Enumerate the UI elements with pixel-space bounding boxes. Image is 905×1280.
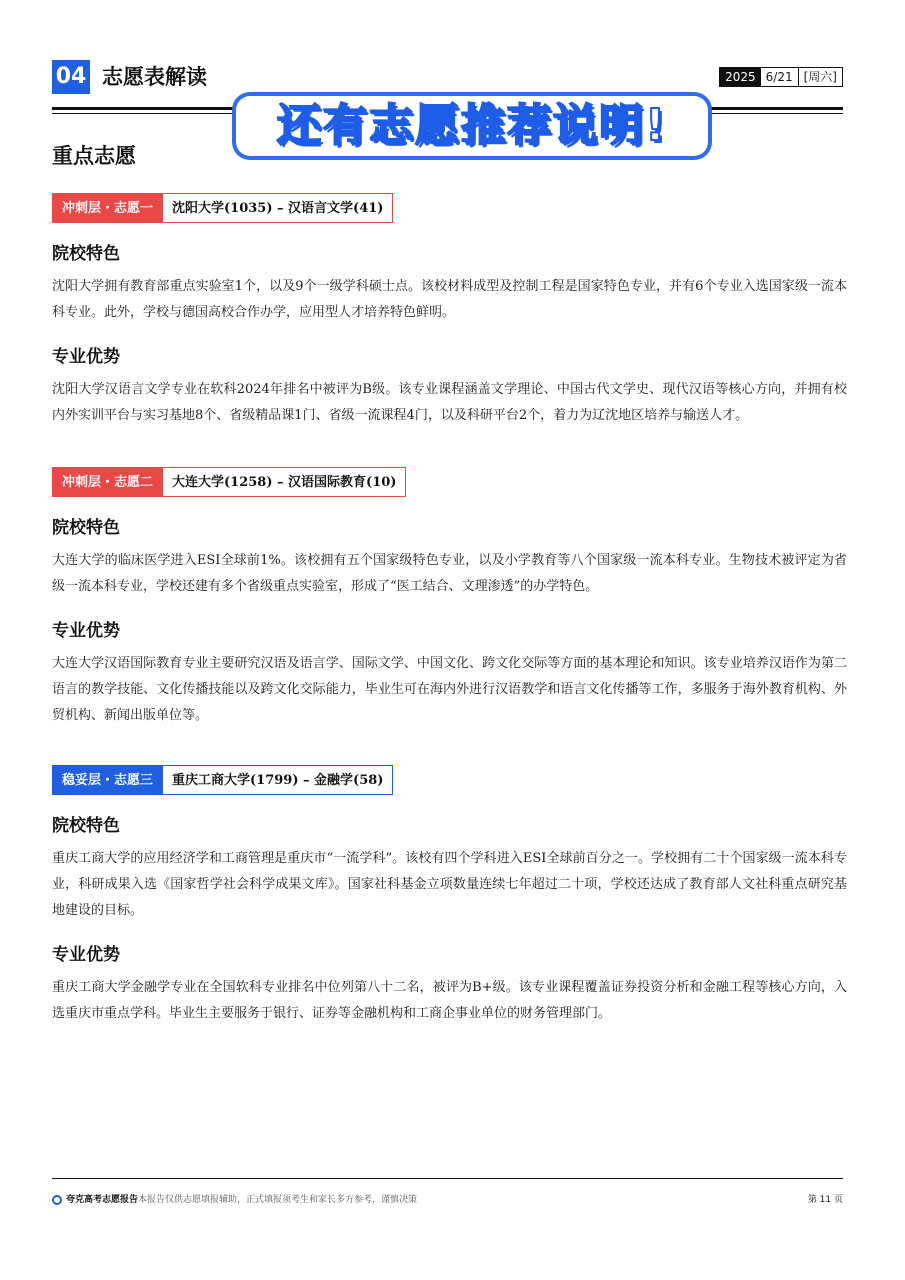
- choice-tag: [52, 193, 393, 223]
- date-weekday: [周六]: [803, 70, 837, 84]
- page-header: [52, 60, 843, 94]
- overlay-banner: [236, 96, 708, 156]
- major-heading: 专业优势: [52, 621, 120, 641]
- major-text: 重庆工商大学金融学专业在全国软科专业排名中位列第八十二名，被评为B+级。该专业课程覆盖证券投资分析和金融工程等核心方向，入选重庆市重点学科。毕业生主要服务于银行、证券等金融机构和工商企事业单位的财务管理部门。: [52, 980, 847, 1021]
- page-heading: 重点志愿: [52, 143, 136, 168]
- footer-rule: [52, 1178, 843, 1179]
- date-month-day: 6/21: [761, 68, 799, 86]
- footer-brand: [52, 1192, 138, 1208]
- section-title: 志愿表解读: [102, 64, 207, 89]
- school-heading: 院校特色: [52, 244, 120, 264]
- date-box: [719, 67, 843, 87]
- school-major-label: 沈阳大学(1035) – 汉语言文学(41): [163, 193, 393, 223]
- choice-tag: [52, 467, 406, 497]
- school-heading: 院校特色: [52, 816, 120, 836]
- major-heading: 专业优势: [52, 347, 120, 367]
- major-text: 沈阳大学汉语言文学专业在软科2024年排名中被评为B级。该专业课程涵盖文学理论、中国古代文学史、现代汉语等核心方向，并拥有校内外实训平台与实习基地8个、省级精品课1门、省级一流课程4门，以及科研平台2个，着力为辽沈地区培养与输送人才。: [52, 382, 847, 423]
- page-number: 第 11 页: [807, 1195, 843, 1205]
- logo-icon: [52, 1195, 62, 1205]
- page-footer: [52, 1192, 843, 1208]
- choice-block-1: [52, 193, 847, 429]
- choice-block-2: [52, 467, 847, 729]
- footer-disclaimer: 本报告仅供志愿填报辅助，正式填报须考生和家长多方参考，谨慎决策: [138, 1195, 418, 1205]
- tier-label: 冲刺层・志愿二: [52, 467, 163, 497]
- school-heading: 院校特色: [52, 518, 120, 538]
- tier-label: 冲刺层・志愿一: [52, 193, 163, 223]
- school-text: 大连大学的临床医学进入ESI全球前1%。该校拥有五个国家级特色专业，以及小学教育等八个国家级一流本科专业。生物技术被评定为省级一流本科专业，学校还建有多个省级重点实验室，形成了“医工结合、文理渗透”的办学特色。: [52, 553, 847, 594]
- school-major-label: 重庆工商大学(1799) – 金融学(58): [163, 765, 393, 795]
- school-text: 重庆工商大学的应用经济学和工商管理是重庆市“一流学科”。该校有四个学科进入ESI全球前百分之一。学校拥有二十个国家级一流本科专业，科研成果入选《国家哲学社会科学成果文库》。国家社科基金立项数量连续七年超过二十项，学校还达成了教育部人文社科重点研究基地建设的目标。: [52, 851, 847, 918]
- choice-block-3: [52, 765, 847, 1027]
- date-year: 2025: [720, 68, 761, 86]
- brand-name: 夸克高考志愿报告: [66, 1195, 139, 1205]
- school-text: 沈阳大学拥有教育部重点实验室1个，以及9个一级学科硕士点。该校材料成型及控制工程是国家特色专业，并有6个专业入选国家级一流本科专业。此外，学校与德国高校合作办学，应用型人才培养特色鲜明。: [52, 279, 847, 320]
- school-major-label: 大连大学(1258) – 汉语国际教育(10): [163, 467, 406, 497]
- major-heading: 专业优势: [52, 945, 120, 965]
- choice-tag: [52, 765, 393, 795]
- tier-label: 稳妥层・志愿三: [52, 765, 163, 795]
- banner-text: 还有志愿推荐说明!: [276, 100, 668, 151]
- section-number: 04: [52, 60, 90, 94]
- major-text: 大连大学汉语国际教育专业主要研究汉语及语言学、国际文学、中国文化、跨文化交际等方面的基本理论和知识。该专业培养汉语作为第二语言的教学技能、文化传播技能以及跨文化交际能力，毕业生可在海内外进行汉语教学和语言文化传播等工作，多服务于海外教育机构、外贸机构、新闻出版单位等。: [52, 656, 847, 723]
